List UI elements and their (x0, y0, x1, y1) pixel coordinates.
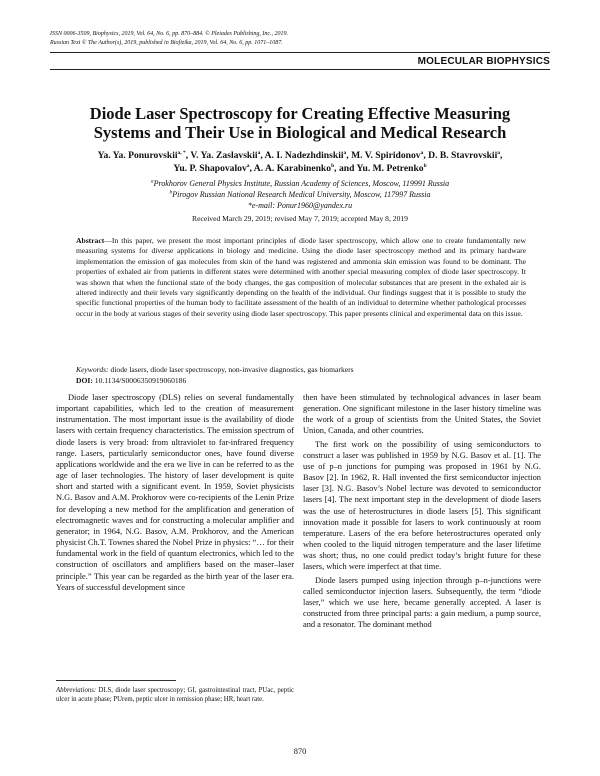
affiliation-sup: b (169, 189, 173, 196)
body-paragraph: Diode lasers pumped using injection through p–n-junctions were called semiconductor injection lasers. Subsequently, the term “diode laser,” which we use here, became generally accepted. A laser is constructed from three principal parts: a gain medium, a pump source, and a resonator. The dominant method (303, 575, 541, 630)
affiliation-b (60, 190, 540, 200)
author-line-2 (60, 163, 540, 176)
page-number: 870 (293, 747, 307, 756)
author-name: , A. A. Karabinenko (249, 162, 332, 174)
author-name: , V. Ya. Zaslavskii (185, 150, 258, 161)
author-line-1 (60, 150, 540, 163)
body-column-right (303, 392, 541, 630)
body-column-left (56, 392, 294, 593)
section-heading: MOLECULAR BIOPHYSICS (417, 56, 550, 67)
body-paragraph: The first work on the possibility of using semiconductors to construct a laser was published in 1959 by N.G. Basov et al. [1]. The use of p–n junctions for pumping was proposed in 1961 by N.G. Basov [2]. In 1962, R. Hall invented the first semiconductor injection laser [3]. N.G. Basov’s Nobel lecture was devoted to semiconductor lasers [4]. The next important step in the development of diode lasers was the use of heterostructures in diode lasers [5]. This significant innovation made it possible for lasers to work continuously at room temperature. Lasers of the era before heterostructures operated only when cooled to the liquid nitrogen temperature and the laser lifetime was short; thus, no one could predict today’s bright future for these lasers, which were imperfect at that time. (303, 439, 541, 572)
corresponding-email[interactable]: *e-mail: Ponur1960@yandex.ru (247, 201, 353, 210)
author-name: Yu. P. Shapovalov (173, 162, 247, 174)
doi-line (76, 376, 526, 387)
abstract-text: —In this paper, we present the most important principles of diode laser spectroscopy, which allow one to create fundamentally new measuring systems for diverse applications in biology and medicine. Using the diode laser spectroscopy method and its primary hardware implementation the emission of gas molecules from skin of the hand was registered and ammonia skin emission was found to be dominant. The properties of exhaled air from patients in different states were determined with another special measuring complex of diode laser spectroscopy. It was shown that when the functional state of the body changes, the gas composition of molecular substances that are present in the exhaled air is altered indirectly and their levels vary significantly depending on the health of the individual. Our findings suggest that it is possible to study the specific functional properties of the human body to facilitate assessment of the health of an individual to determine whether pathological processes occur in the body at various stages of their severity using diode laser spectroscopy. This paper presents clinical and experimental data on this issue. (76, 236, 526, 318)
author-sup: b (331, 162, 335, 169)
author-name: , A. I. Nadezhdinskii (260, 150, 344, 161)
header-rule-top (50, 52, 550, 53)
author-sup: a (497, 149, 501, 156)
affiliation-text: Pirogov Russian National Research Medical University, Moscow, 117997 Russia (172, 190, 431, 199)
abstract-label: Abstract (76, 236, 105, 245)
journal-header (50, 30, 550, 47)
author-name: , D. B. Stavrovskii (423, 150, 498, 161)
author-name: Ya. Ya. Ponurovskii (97, 150, 178, 161)
header-rule-bottom (50, 69, 550, 70)
body-paragraph: Diode laser spectroscopy (DLS) relies on several fundamentally important capabilities, which led to the creation of measurement instrumentation. The most important issue is the availability of diode lasers with certain frequency characteristics. The emission spectrum of diode lasers is very broad: from ultraviolet to far-infrared frequency range. Lasers, particularly semiconductor ones, have found diverse applications worldwide and the era we live in can be referred to as the age of laser technologies. The history of laser development is quite short and started with a significant event. In 1959, Soviet physicists N.G. Basov and A.M. Prokhorov were co-recipients of the Lenin Prize for developing a new method for the amplification and generation of electromagnetic waves and for constructing a molecular amplifier and generator; in 1964, N.G. Basov, A.M. Prokhorov, and the American physicist Ch.T. Townes shared the Nobel Prize in physics: “… for their fundamental work in the field of quantum electronics, which led to the construction of oscillators and amplifiers based on the maser–laser principle.” This year can be regarded as the birth year of the laser era. Years of successful development since (56, 393, 294, 592)
footnote-label: Abbreviations: (56, 687, 97, 694)
keywords-text: diode lasers, diode laser spectroscopy, non-invasive diagnostics, gas biomarkers (108, 365, 354, 374)
doi-value[interactable]: 10.1134/S0006350919060186 (92, 375, 187, 385)
received-dates: Received March 29, 2019; revised May 7, 2019; accepted May 8, 2019 (192, 214, 408, 223)
author-sup: a, * (177, 149, 186, 156)
author-list (60, 150, 540, 175)
author-sup: a (343, 149, 347, 156)
author-name: , and Yu. M. Petrenko (334, 162, 424, 174)
doi-label: DOI: (76, 375, 93, 385)
footnote-rule (56, 680, 176, 681)
author-sup: a (420, 149, 424, 156)
author-sup: a (246, 162, 250, 169)
footnote-text: DLS, diode laser spectroscopy; GI, gastrointestinal tract, PUac, peptic ulcer in acute phase; PUrem, peptic ulcer in remission phase; HR, heart rate. (56, 687, 294, 703)
author-separator: , (500, 150, 503, 161)
affiliation-a (60, 179, 540, 189)
paper-title: Diode Laser Spectroscopy for Creating Effective Measuring Systems and Their Use in Biological and Medical Research (89, 104, 511, 142)
journal-header-line-1: ISSN 0006-3509, Biophysics, 2019, Vol. 64, No. 6, pp. 870–884. © Pleiades Publishing, Inc., 2019. (50, 31, 289, 37)
author-sup: b (423, 162, 427, 169)
affiliation-text: Prokhorov General Physics Institute, Russian Academy of Sciences, Moscow, 119991 Russia (153, 179, 450, 188)
affiliation-sup: a (150, 178, 154, 185)
footnote (56, 686, 294, 704)
keywords-line (76, 365, 526, 376)
author-name: , M. V. Spiridonov (346, 150, 421, 161)
keywords-label: Keywords: (76, 365, 109, 374)
body-paragraph: then have been stimulated by technological advances in laser beam generation. One significant milestone in the laser history timeline was the work of a group of scientists from the United States, the Soviet Union, Canada, and other countries. (303, 393, 541, 436)
author-sup: a (257, 149, 261, 156)
abstract (76, 236, 526, 319)
journal-header-line-2: Russian Text © The Author(s), 2019, published in Biofizika, 2019, Vol. 64, No. 6, pp. 1071–1087. (50, 39, 283, 46)
keywords-block (76, 365, 526, 387)
